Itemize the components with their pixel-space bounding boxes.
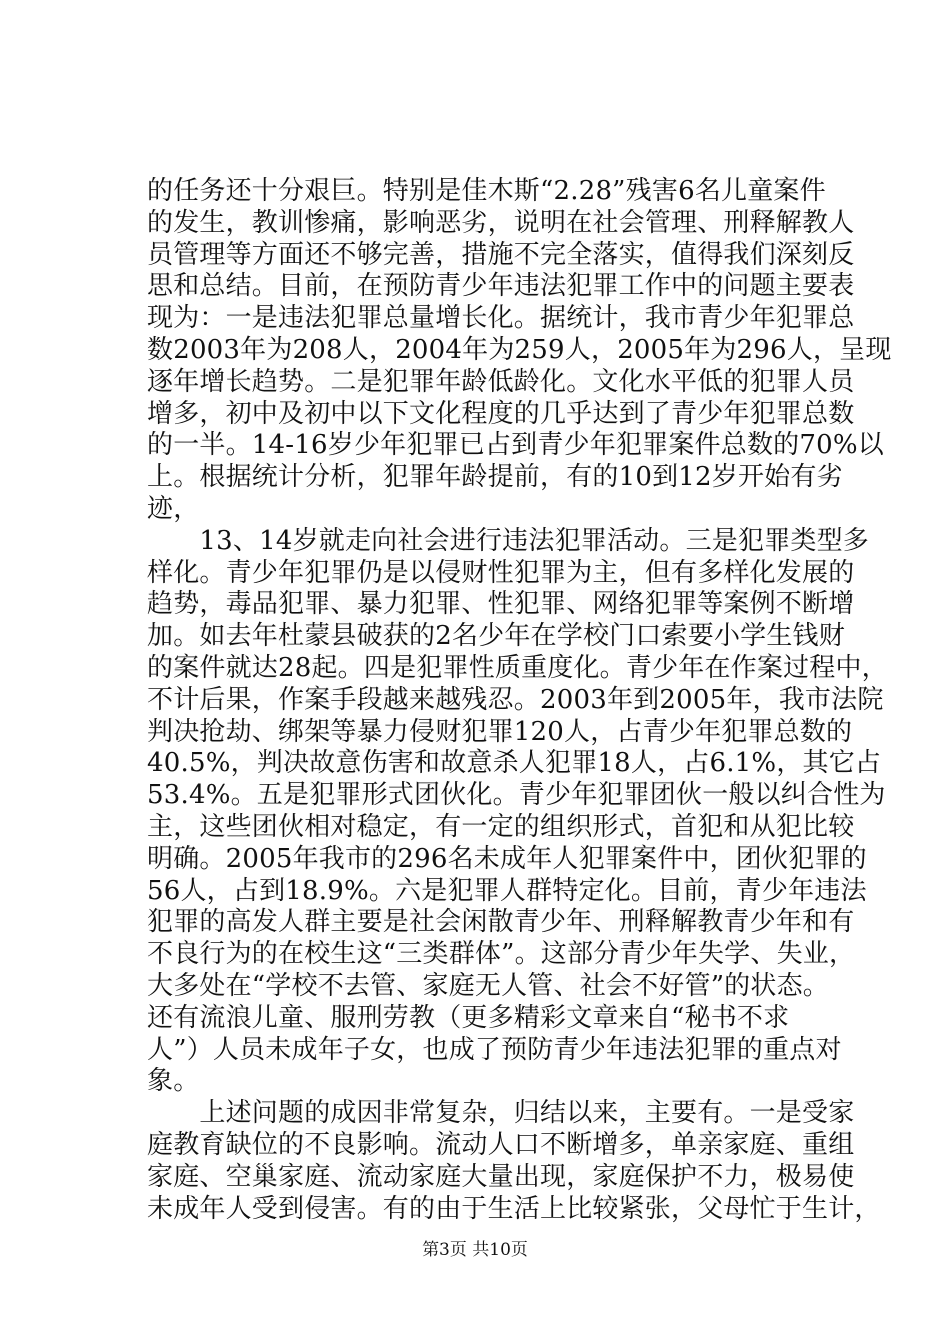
text-line: 判决抢劫、绑架等暴力侵财犯罪120人，占青少年犯罪总数的 bbox=[147, 716, 853, 747]
text-line: 员管理等方面还不够完善，措施不完全落实，值得我们深刻反 bbox=[147, 239, 855, 270]
text-line: 上。根据统计分析，犯罪年龄提前，有的10到12岁开始有劣 bbox=[147, 462, 843, 493]
text-line: 象。 bbox=[147, 1066, 200, 1097]
text-line: 不计后果，作案手段越来越残忍。2003年到2005年，我市法院 bbox=[147, 684, 884, 715]
text-line: 13、14岁就走向社会进行违法犯罪活动。三是犯罪类型多 bbox=[147, 525, 869, 556]
text-line: 大多处在“学校不去管、家庭无人管、社会不好管”的状态。 bbox=[147, 970, 829, 1001]
text-line: 的发生，教训惨痛，影响恶劣，说明在社会管理、刑释解教人 bbox=[147, 207, 855, 238]
text-line: 的案件就达28起。四是犯罪性质重度化。青少年在作案过程中， bbox=[147, 652, 888, 683]
text-line: 逐年增长趋势。二是犯罪年龄低龄化。文化水平低的犯罪人员 bbox=[147, 366, 855, 397]
text-line: 53.4%。五是犯罪形式团伙化。青少年犯罪团伙一般以纠合性为 bbox=[147, 780, 886, 811]
text-line: 56人，占到18.9%。六是犯罪人群特定化。目前，青少年违法 bbox=[147, 875, 867, 906]
text-line: 40.5%，判决故意伤害和故意杀人犯罪18人，占6.1%，其它占 bbox=[147, 748, 882, 779]
text-line: 趋势，毒品犯罪、暴力犯罪、性犯罪、网络犯罪等案例不断增 bbox=[147, 589, 855, 620]
text-line: 犯罪的高发人群主要是社会闲散青少年、刑释解教青少年和有 bbox=[147, 907, 855, 938]
text-line: 思和总结。目前，在预防青少年违法犯罪工作中的问题主要表 bbox=[147, 271, 855, 302]
text-line: 不良行为的在校生这“三类群体”。这部分青少年失学、失业， bbox=[147, 939, 856, 970]
text-line: 的任务还十分艰巨。特别是佳木斯“2.28”残害6名儿童案件 bbox=[147, 176, 826, 206]
text-line: 上述问题的成因非常复杂，归结以来，主要有。一是受家 bbox=[147, 1098, 855, 1129]
body-text bbox=[147, 176, 892, 1225]
text-line: 未成年人受到侵害。有的由于生活上比较紧张，父母忙于生计， bbox=[147, 1193, 881, 1224]
text-line: 主，这些团伙相对稳定，有一定的组织形式，首犯和从犯比较 bbox=[147, 811, 855, 842]
text-line: 迹， bbox=[147, 493, 200, 524]
text-line: 家庭、空巢家庭、流动家庭大量出现，家庭保护不力，极易使 bbox=[147, 1161, 855, 1192]
text-line: 样化。青少年犯罪仍是以侵财性犯罪为主，但有多样化发展的 bbox=[147, 557, 855, 588]
page-footer: 第3页 共10页 bbox=[422, 1240, 528, 1260]
text-line: 庭教育缺位的不良影响。流动人口不断增多，单亲家庭、重组 bbox=[147, 1129, 855, 1160]
text-line: 人”）人员未成年子女，也成了预防青少年违法犯罪的重点对 bbox=[147, 1034, 842, 1065]
text-line: 加。如去年杜蒙县破获的2名少年在学校门口索要小学生钱财 bbox=[147, 621, 845, 652]
text-line: 的一半。14-16岁少年犯罪已占到青少年犯罪案件总数的70%以 bbox=[147, 430, 884, 461]
text-line: 还有流浪儿童、服刑劳教（更多精彩文章来自“秘书不求 bbox=[147, 1002, 790, 1033]
text-line: 数2003年为208人，2004年为259人，2005年为296人，呈现 bbox=[147, 334, 892, 365]
text-line: 现为：一是违法犯罪总量增长化。据统计，我市青少年犯罪总 bbox=[147, 303, 855, 334]
text-line: 明确。2005年我市的296名未成年人犯罪案件中，团伙犯罪的 bbox=[147, 843, 867, 874]
text-line: 增多，初中及初中以下文化程度的几乎达到了青少年犯罪总数 bbox=[147, 398, 855, 429]
